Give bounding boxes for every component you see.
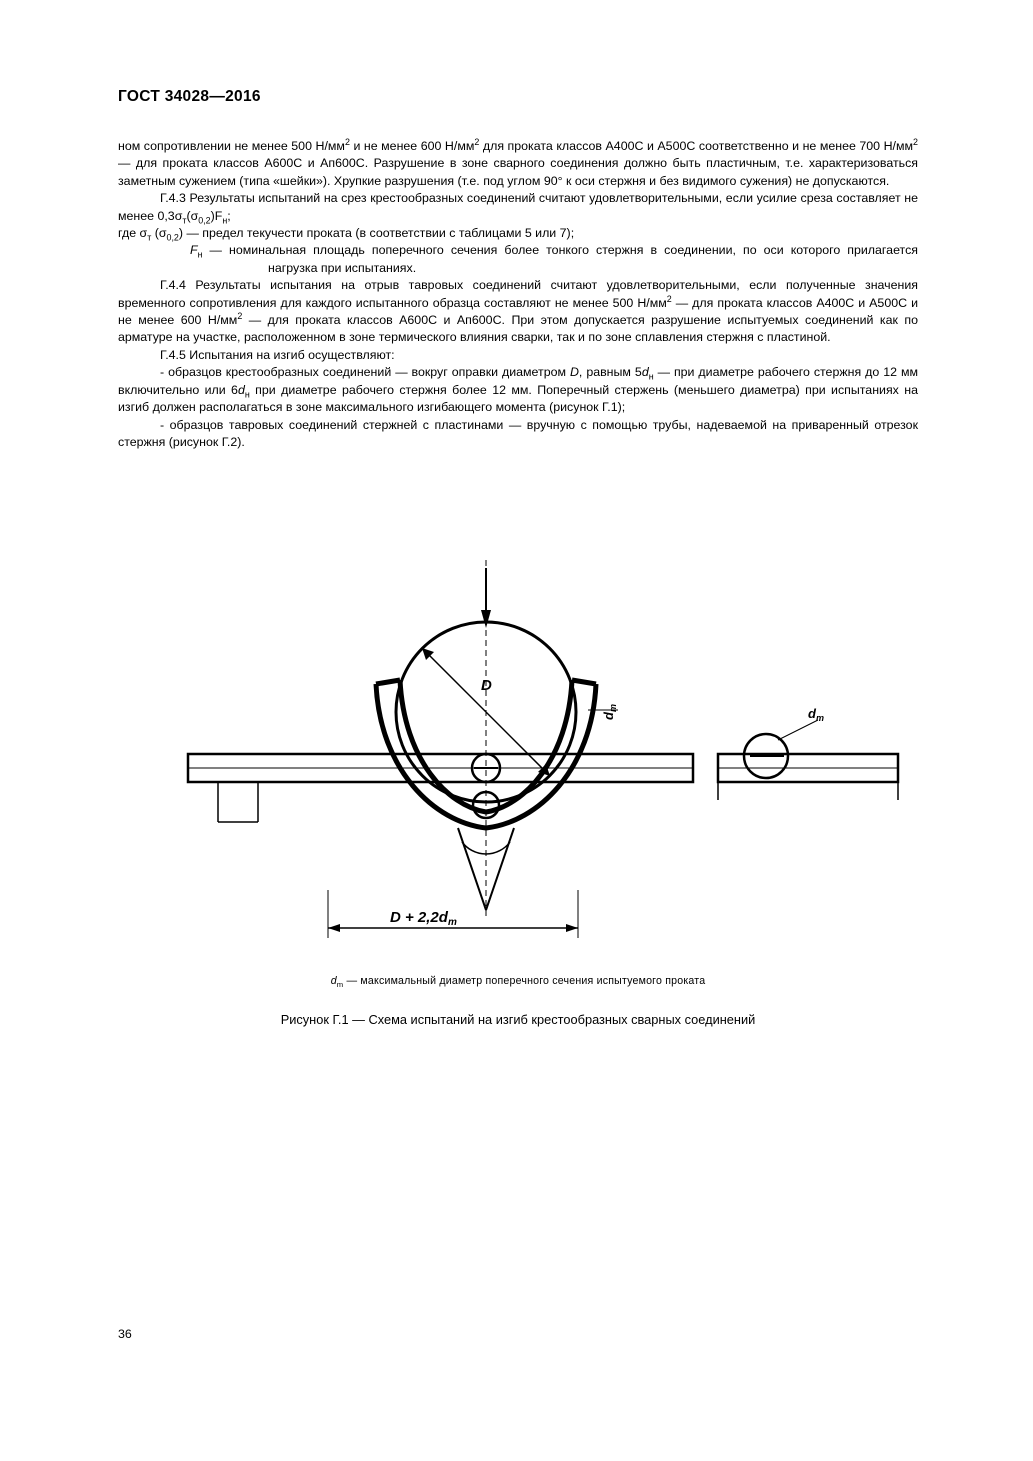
text-run: — номинальная площадь поперечного сечения более тонкого стержня в соединении, по оси которого прилагается нагрузка при испытаниях. bbox=[202, 243, 918, 275]
paragraph-where-fn bbox=[118, 242, 918, 277]
figure-g1 bbox=[118, 560, 918, 980]
text-run: — для проката классов А600С и Ап600С. При этом допускается разрушение испытуемых соединений как по арматуре на участке, расположенном в зоне термического влияния сварки, так и по зоне сплавления стержня с пластиной. bbox=[118, 313, 918, 345]
subscript: н bbox=[222, 215, 228, 226]
paragraph-continuation bbox=[118, 138, 918, 190]
paragraph-g43 bbox=[118, 190, 918, 225]
text-run: d bbox=[330, 975, 337, 987]
text-run: — для проката классов А600С и Ап600С. Разрушение в зоне сварного соединения должно быть пластичным, т.е. характеризоваться заметным сужением (типа «шейки»). Хрупкие разрушения (т.е. под углом 90° к оси стержня и без видимого сужения) не допускаются. bbox=[118, 156, 918, 188]
superscript: 2 bbox=[666, 293, 672, 304]
subscript: н bbox=[648, 371, 654, 382]
text-run: , равным 5 bbox=[578, 365, 642, 380]
superscript: 2 bbox=[474, 136, 480, 147]
paragraph-bullet-tee: - образцов тавровых соединений стержней с пластинами — вручную с помощью трубы, надеваемой на приваренный отрезок стержня (рисунок Г.2). bbox=[118, 417, 918, 449]
paragraph-g44 bbox=[118, 277, 918, 347]
text-run: D bbox=[569, 365, 579, 380]
text-run: Г.4.3 Результаты испытаний на срез крестообразных соединений считают удовлетворительными, если усилие среза составляет не менее 0,3σ bbox=[118, 191, 918, 223]
text-run: — при диаметре рабочего стержня до 12 мм включительно или 6 bbox=[118, 365, 918, 397]
figure-g1-drawing bbox=[118, 560, 918, 980]
text-run: )F bbox=[210, 208, 223, 223]
figure-caption: Рисунок Г.1 — Схема испытаний на изгиб крестообразных сварных соединений bbox=[280, 1012, 756, 1027]
page-header: ГОСТ 34028—2016 bbox=[118, 88, 261, 105]
subscript: 0,2 bbox=[166, 232, 179, 243]
subscript: н bbox=[244, 389, 250, 400]
superscript: 2 bbox=[913, 136, 918, 147]
paragraph-where-sigma bbox=[118, 225, 918, 242]
subscript: m bbox=[336, 980, 344, 990]
label-dm-left: $d_m$ bbox=[601, 704, 618, 720]
paragraph-bullet-cross bbox=[118, 364, 918, 416]
text-run: ; bbox=[227, 208, 231, 223]
text-run: (σ bbox=[186, 208, 199, 223]
text-run: d bbox=[641, 365, 649, 380]
text-run: - образцов крестообразных соединений — вокруг оправки диаметром bbox=[160, 365, 570, 380]
text-run: (σ bbox=[151, 226, 167, 241]
body-text bbox=[118, 138, 918, 451]
text-run: при диаметре рабочего стержня более 12 мм. Поперечный стержень (меньшего диаметра) при испытаниях на изгиб должен располагаться в зоне максимального изгибающего момента (рисунок Г.1); bbox=[118, 382, 918, 415]
text-run: F bbox=[190, 243, 198, 258]
label-dm-right: $d_m$ bbox=[808, 706, 824, 723]
text-run: ном сопротивлении не менее 500 Н/мм bbox=[118, 139, 345, 153]
subscript: т bbox=[182, 215, 187, 226]
paragraph-g45: Г.4.5 Испытания на изгиб осуществляют: bbox=[160, 347, 395, 362]
subscript: т bbox=[147, 232, 152, 243]
text-run: d bbox=[237, 382, 245, 397]
text-run: для проката классов А400С и А500С соответственно и не менее 700 Н/мм bbox=[479, 139, 914, 153]
text-run: — для проката классов А400С и А500С и не менее 600 Н/мм bbox=[118, 295, 918, 328]
superscript: 2 bbox=[237, 310, 243, 321]
subscript: 0,2 bbox=[198, 215, 211, 226]
label-dimension-bottom: $D + 2,2d_m$ bbox=[390, 909, 457, 928]
text-run: где σ bbox=[118, 226, 148, 241]
text-run: Г.4.4 Результаты испытания на отрыв тавровых соединений считают удовлетворительными, если полученные значения временного сопротивления для каждого испытанного образца составляют не менее 500 Н/мм bbox=[118, 278, 918, 310]
figure-note bbox=[118, 975, 918, 990]
page-number: 36 bbox=[118, 1327, 132, 1341]
label-diameter-D: D bbox=[481, 677, 492, 694]
text-run: ) — предел текучести проката (в соответствии с таблицами 5 или 7); bbox=[178, 226, 575, 241]
subscript: н bbox=[197, 249, 203, 260]
superscript: 2 bbox=[344, 136, 350, 147]
text-run: и не менее 600 Н/мм bbox=[349, 139, 475, 153]
text-run: — максимальный диаметр поперечного сечения испытуемого проката bbox=[343, 975, 706, 987]
